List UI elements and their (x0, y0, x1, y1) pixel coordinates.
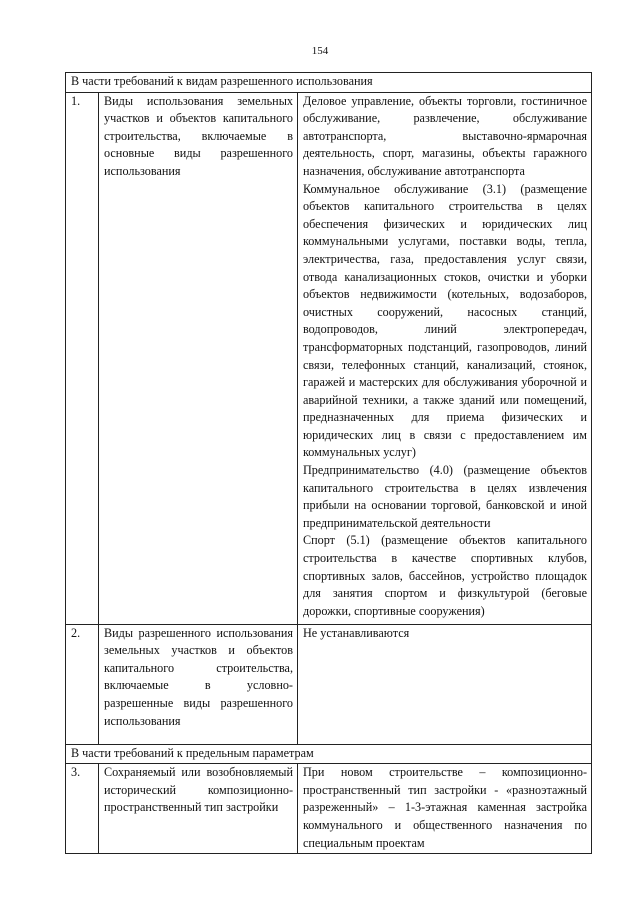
page-number: 154 (311, 45, 329, 57)
value-paragraph: Не устанавливаются (303, 625, 410, 640)
row-name: Сохраняемый или возобновляемый исторический композиционно-пространственный тип застройки (99, 764, 298, 854)
value-paragraph: Предпринимательство (4.0) (размещение объектов капитального строительства в целях извлечения прибыли на основании торговой, банковской и иной предпринимательской деятельности (303, 463, 588, 530)
value-paragraph: При новом строительстве – композиционно-пространственный тип застройки - «разноэтажный разреженный» – 1-3-этажная каменная застройка коммунального и общественного назначения по специальным проектам (303, 765, 588, 850)
row-number: 2. (66, 624, 99, 744)
value-paragraph: Спорт (5.1) (размещение объектов капитального строительства в качестве спортивных клубов, спортивных залов, бассейнов, устройство площадок для занятия спортом и физкультурой (беговые дорожки, спортивные сооружения) (303, 533, 588, 618)
table-row (66, 764, 592, 854)
row-value (298, 624, 592, 744)
row-value (298, 764, 592, 854)
section-header-row (66, 744, 592, 764)
row-name: Виды разрешенного использования земельных участков и объектов капитального строительства, включаемые в условно-разрешенные виды разрешенного использования (99, 624, 298, 744)
table-row (66, 624, 592, 744)
row-number: 1. (66, 92, 99, 624)
section-title: В части требований к видам разрешенного использования (66, 73, 592, 93)
row-name: Виды использования земельных участков и объектов капитального строительства, включаемые в основные виды разрешенного использования (99, 92, 298, 624)
table-row (66, 92, 592, 624)
section-title: В части требований к предельным параметрам (66, 744, 592, 764)
value-paragraph: Коммунальное обслуживание (3.1) (размещение объектов капитального строительства в целях обеспечения физических и юридических лиц коммунальными услугами, поставки воды, тепла, электричества, газа, предоставления услуг связи, отвода канализационных стоков, очистки и уборки объектов недвижимости (котельных, водозаборов, очистных сооружений, насосных станций, водопроводов, линий электропередач, трансформаторных подстанций, газопроводов, линий связи, телефонных станций, канализаций, стоянок, гаражей и мастерских для обслуживания уборочной и аварийной техники, а также зданий или помещений, предназначенных для приема физических и юридических лиц в связи с предоставлением им коммунальных услуг) (303, 181, 588, 460)
requirements-table (65, 72, 592, 854)
section-header-row (66, 73, 592, 93)
value-paragraph: Деловое управление, объекты торговли, гостиничное обслуживание, развлечение, обслуживание автотранспорта, выставочно-ярмарочная деятельность, спорт, магазины, объекты гаражного назначения, обслуживание автотранспорта (303, 93, 588, 178)
row-number: 3. (66, 764, 99, 854)
row-value (298, 92, 592, 624)
